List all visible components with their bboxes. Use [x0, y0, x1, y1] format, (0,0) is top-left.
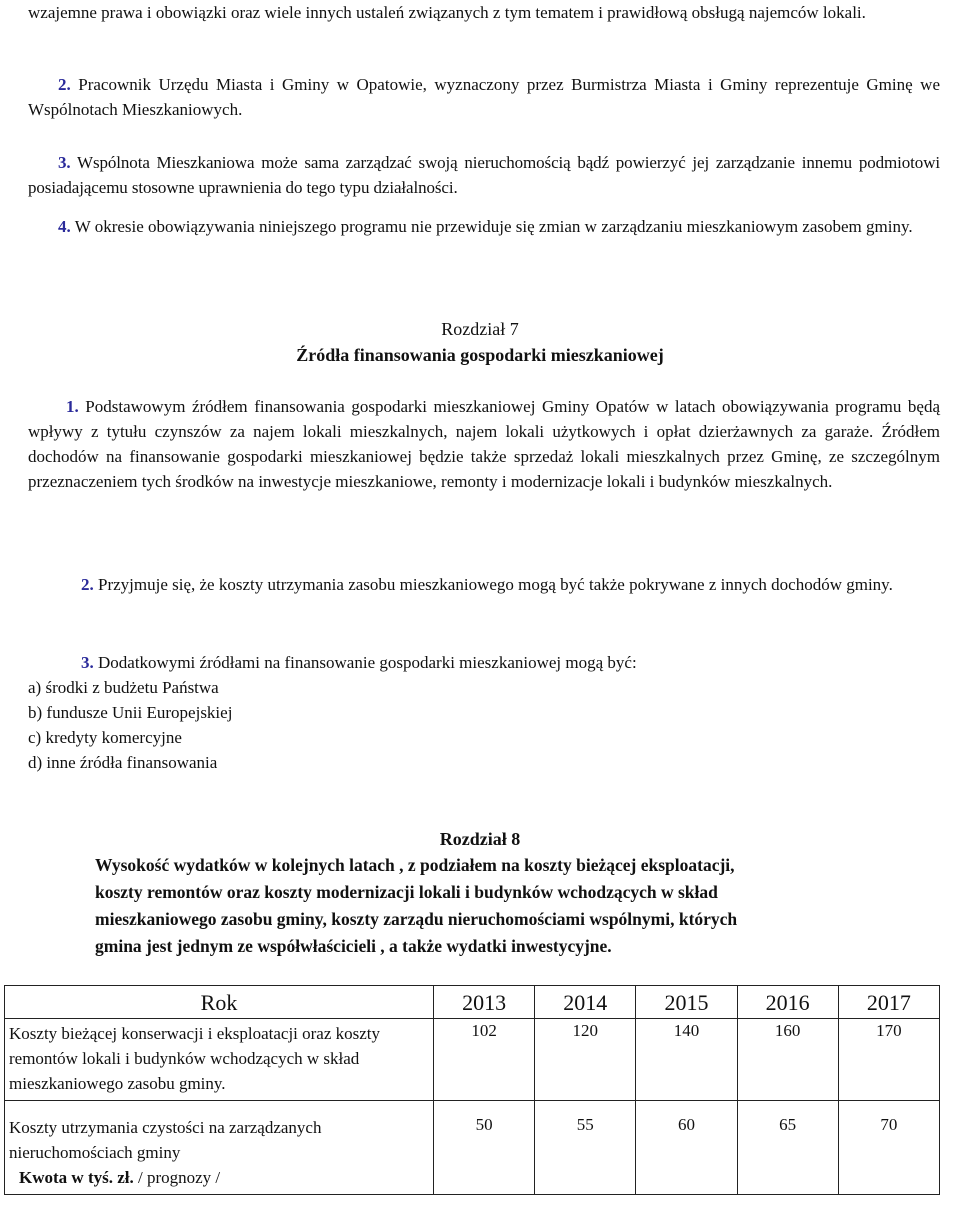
forecast-note: / prognozy /: [133, 1168, 221, 1187]
chapter-7-title: Źródła finansowania gospodarki mieszkaniowej: [296, 345, 664, 365]
table-cell: 140: [636, 1019, 737, 1101]
table-cell: 65: [737, 1101, 838, 1195]
point-number: 3.: [81, 653, 94, 672]
header-2015: 2015: [636, 986, 737, 1019]
table-cell: 50: [434, 1101, 535, 1195]
header-2014: 2014: [535, 986, 636, 1019]
list-item: a) środki z budżetu Państwa: [28, 678, 219, 697]
table-cell: 60: [636, 1101, 737, 1195]
funding-sources-list: [28, 675, 232, 775]
chapter-8-label: Rozdział 8: [439, 829, 521, 849]
table-header-row: [5, 986, 940, 1019]
table-cell: 102: [434, 1019, 535, 1101]
point-number: 1.: [66, 397, 79, 416]
header-2017: 2017: [838, 986, 939, 1019]
point-4-paragraph: [28, 214, 940, 239]
point-number: 3.: [58, 153, 71, 172]
point-3-paragraph: [28, 150, 940, 200]
list-item: d) inne źródła finansowania: [28, 753, 218, 772]
ch7-point-1-paragraph: [28, 394, 940, 494]
point-number: 2.: [81, 575, 94, 594]
header-2016: 2016: [737, 986, 838, 1019]
title-line: koszty remontów oraz koszty modernizacji lokali i budynków wchodzących w skład: [95, 882, 718, 902]
title-line: Wysokość wydatków w kolejnych latach , z podziałem na koszty bieżącej eksploatacji,: [95, 855, 735, 875]
point-number: 2.: [58, 75, 71, 94]
table-cell: 160: [737, 1019, 838, 1101]
point-text: Wspólnota Mieszkaniowa może sama zarządzać swoją nieruchomością bądź powierzyć jej zarządzanie innemu podmiotowi posiadającemu stosowne uprawnienia do tego typu działalności.: [28, 153, 940, 197]
title-line: mieszkaniowego zasobu gminy, koszty zarządu nieruchomościami wspólnymi, których: [95, 909, 738, 929]
chapter-7-label: Rozdział 7: [441, 319, 519, 339]
point-number: 4.: [58, 217, 71, 236]
title-line: gmina jest jednym ze współwłaścicieli , a także wydatki inwestycyjne.: [95, 936, 612, 956]
ch7-point-3-paragraph: [28, 650, 940, 675]
table-cell: 70: [838, 1101, 939, 1195]
point-2-paragraph: [28, 72, 940, 122]
point-text: Dodatkowymi źródłami na finansowanie gospodarki mieszkaniowej mogą być:: [98, 653, 637, 672]
point-text: W okresie obowiązywania niniejszego programu nie przewiduje się zmian w zarządzaniu mieszkaniowym zasobem gminy.: [74, 217, 913, 236]
amount-note: [9, 1165, 429, 1190]
row-label: [5, 1019, 434, 1101]
table-cell: 120: [535, 1019, 636, 1101]
chapter-8-title: [95, 852, 915, 960]
header-year: Rok: [5, 986, 434, 1019]
row-label-text: Koszty bieżącej konserwacji i eksploatacji oraz koszty remontów lokali i budynków wchodzących w skład mieszkaniowego zasobu gminy.: [9, 1024, 381, 1093]
row-label: [5, 1101, 434, 1195]
expenses-table: [4, 985, 940, 1195]
table-row: [5, 1101, 940, 1195]
row-label-text: Koszty utrzymania czystości na zarządzanych nieruchomościach gminy: [9, 1118, 322, 1162]
amount-unit: Kwota w tyś. zł.: [19, 1168, 134, 1187]
paragraph-continuation: wzajemne prawa i obowiązki oraz wiele innych ustaleń związanych z tym tematem i prawidłową obsługą najemców lokali.: [28, 3, 866, 22]
header-2013: 2013: [434, 986, 535, 1019]
list-item: b) fundusze Unii Europejskiej: [28, 703, 233, 722]
table-row: [5, 1019, 940, 1101]
point-text: Podstawowym źródłem finansowania gospodarki mieszkaniowej Gminy Opatów w latach obowiązywania programu będą wpływy z tytułu czynszów za najem lokali mieszkalnych, najem lokali użytkowych i opłat dzierżawnych za garaże. Źródłem dochodów na finansowanie gospodarki mieszkaniowej będzie także sprzedaż lokali mieszkalnych przez Gminę, ze szczególnym przeznaczeniem tych środków na inwestycje mieszkaniowe, remonty i modernizacje lokali i budynków mieszkalnych.: [28, 397, 940, 491]
point-text: Przyjmuje się, że koszty utrzymania zasobu mieszkaniowego mogą być także pokrywane z innych dochodów gminy.: [98, 575, 893, 594]
table-cell: 55: [535, 1101, 636, 1195]
ch7-point-2-paragraph: [28, 572, 940, 597]
point-text: Pracownik Urzędu Miasta i Gminy w Opatowie, wyznaczony przez Burmistrza Miasta i Gminy reprezentuje Gminę we Wspólnotach Mieszkaniowych.: [28, 75, 941, 119]
table-cell: 170: [838, 1019, 939, 1101]
list-item: c) kredyty komercyjne: [28, 728, 182, 747]
